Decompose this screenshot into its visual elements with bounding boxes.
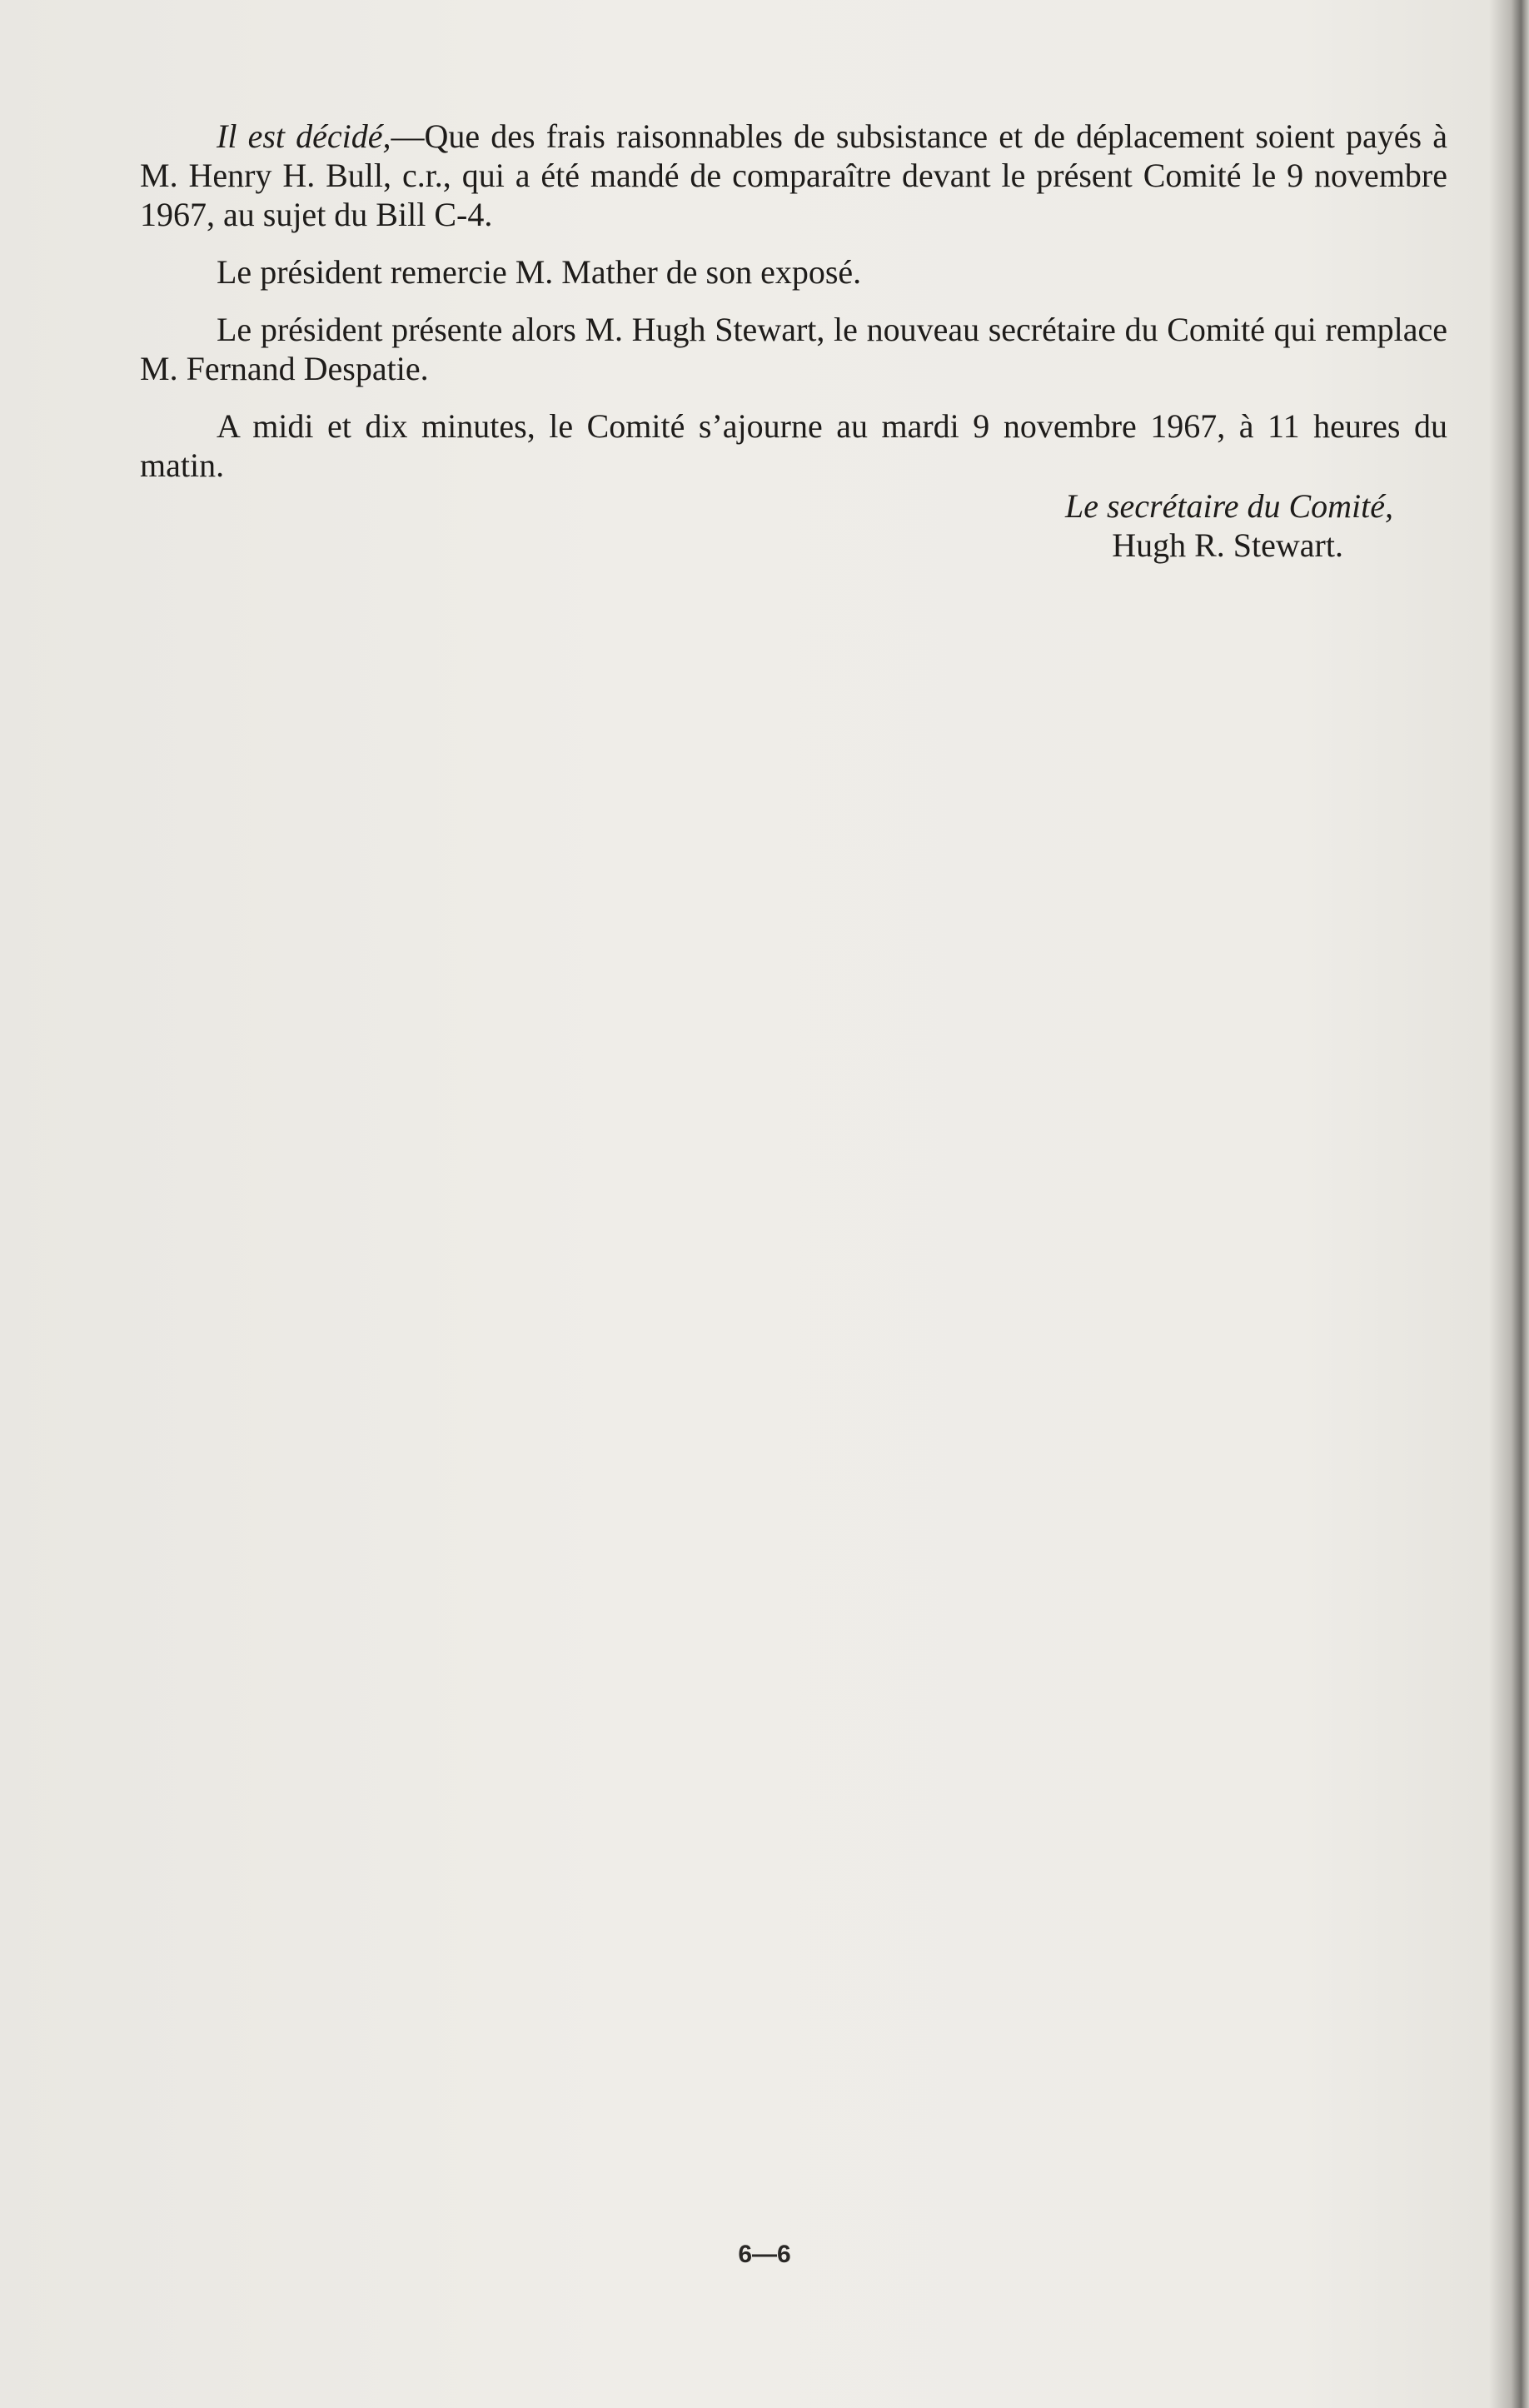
- paragraph-introduction: [140, 310, 1447, 388]
- paragraph-decision-lead: Il est décidé,: [217, 117, 391, 155]
- signature-block: [140, 486, 1447, 565]
- page-edge-shadow: [1489, 0, 1529, 2408]
- document-body: [140, 117, 1447, 565]
- signature-name: Hugh R. Stewart.: [1112, 526, 1343, 564]
- page-number: 6—6: [738, 2241, 791, 2268]
- paragraph-thanks-text: Le président remercie M. Mather de son exposé.: [217, 253, 862, 291]
- paragraph-adjournment-text: A midi et dix minutes, le Comité s’ajourne au mardi 9 novembre 1967, à 11 heures du matin.: [140, 407, 1447, 484]
- paragraph-decision-text: —Que des frais raisonnables de subsistance et de déplacement soient payés à M. Henry H. Bull, c.r., qui a été mandé de comparaître devant le présent Comité le 9 novembre 1967, au sujet du Bill C-4.: [140, 117, 1447, 233]
- paragraph-decision: [140, 117, 1447, 234]
- paragraph-thanks: [140, 252, 1447, 292]
- signature-role: Le secrétaire du Comité,: [1064, 487, 1393, 525]
- paragraph-adjournment: [140, 406, 1447, 485]
- paragraph-introduction-text: Le président présente alors M. Hugh Stewart, le nouveau secrétaire du Comité qui remplace M. Fernand Despatie.: [140, 311, 1447, 387]
